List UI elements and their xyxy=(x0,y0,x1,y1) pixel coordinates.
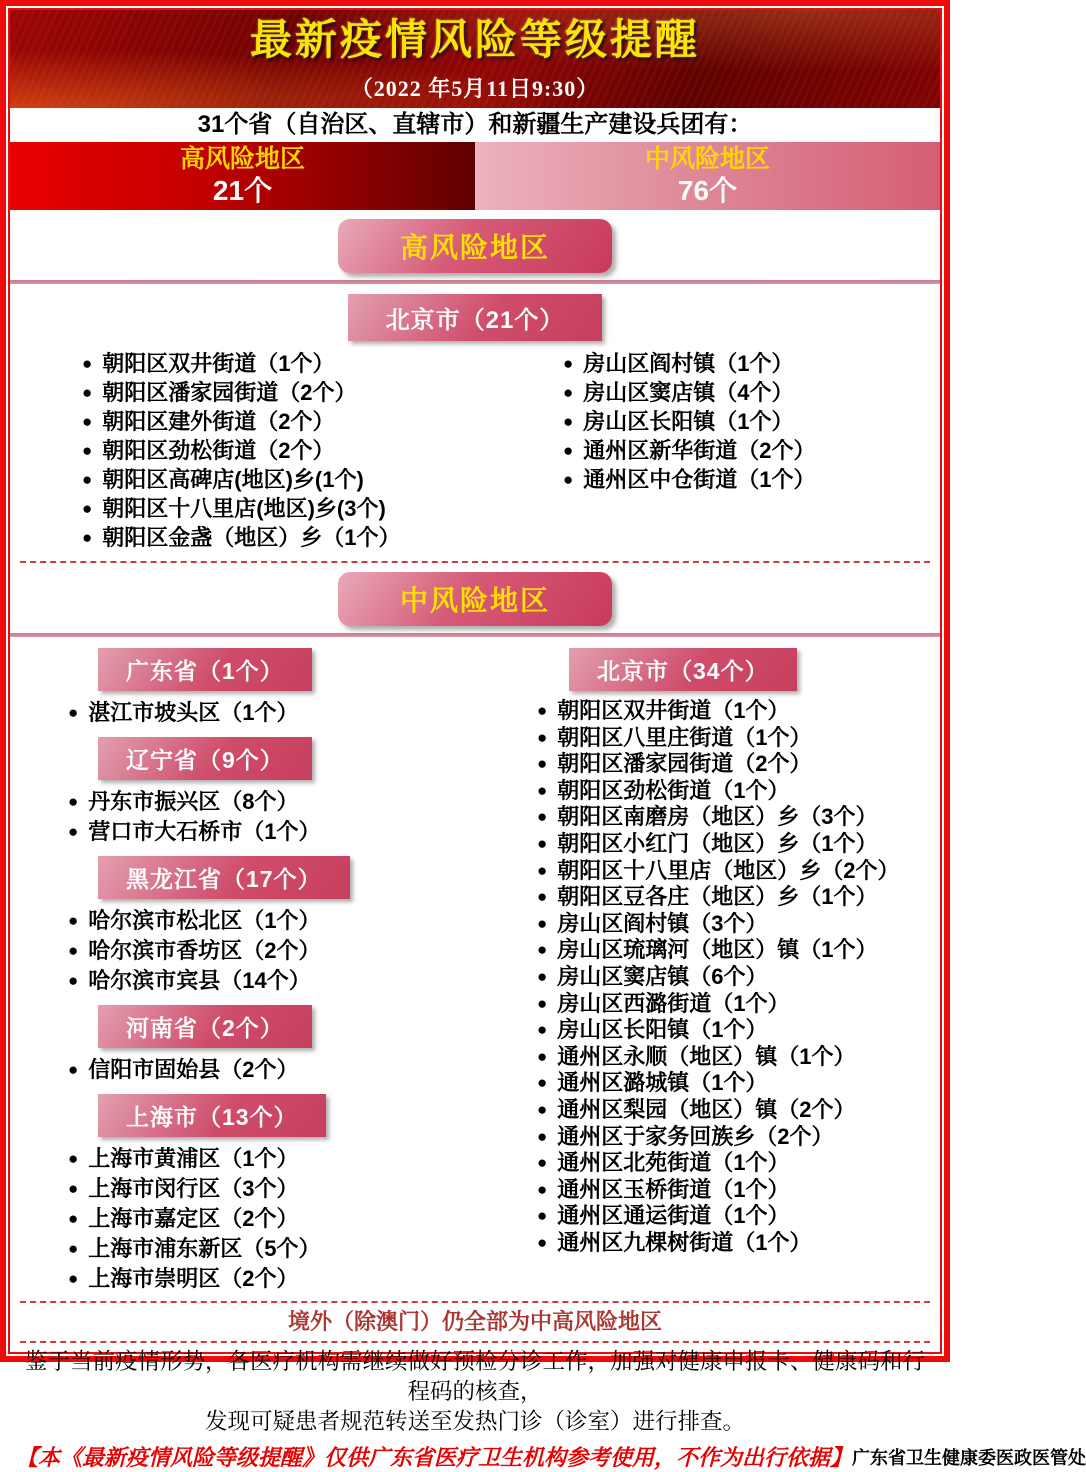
list-item xyxy=(537,725,940,752)
bullet-icon: ● xyxy=(537,833,548,853)
bullet-icon: ● xyxy=(82,499,93,518)
province-header: 黑龙江省（17个） xyxy=(98,856,350,899)
risk-summary-band xyxy=(10,142,940,210)
poster-header xyxy=(10,10,940,108)
area-label: 湛江市坡头区（1个） xyxy=(88,700,299,725)
bullet-icon: ● xyxy=(537,727,548,747)
mid-risk-banner-row xyxy=(10,572,940,626)
province-header: 辽宁省（9个） xyxy=(98,737,312,780)
list-item xyxy=(68,698,475,728)
bullet-icon: ● xyxy=(537,1073,548,1093)
province-header: 北京市（34个） xyxy=(569,648,797,691)
area-label: 信阳市固始县（2个） xyxy=(88,1057,299,1082)
section-divider xyxy=(10,280,940,284)
poster-inner-frame xyxy=(8,8,1086,1470)
bullet-icon: ● xyxy=(537,701,548,720)
dotted-divider xyxy=(20,1341,930,1343)
mid-risk-label: 中风险地区 xyxy=(644,145,770,173)
bullet-icon: ● xyxy=(68,1209,79,1228)
list-item xyxy=(563,407,940,436)
list-item xyxy=(68,906,475,936)
list-item xyxy=(537,991,940,1018)
area-label: 朝阳区南磨房（地区）乡（3个） xyxy=(557,804,878,830)
list-item xyxy=(537,1177,940,1204)
list-item xyxy=(537,858,940,885)
bullet-icon: ● xyxy=(537,887,548,907)
province-header: 广东省（1个） xyxy=(98,648,312,691)
bullet-icon: ● xyxy=(82,441,93,460)
page-title: 最新疫情风险等级提醒 xyxy=(249,17,700,64)
bullet-icon: ● xyxy=(537,966,548,986)
mid-risk-count: 76个 xyxy=(677,175,738,206)
list-item xyxy=(537,937,940,964)
area-label: 通州区永顺（地区）镇（1个） xyxy=(557,1043,856,1069)
province-header: 上海市（13个） xyxy=(98,1094,326,1137)
area-label: 房山区西潞街道（1个） xyxy=(557,990,790,1016)
bullet-icon: ● xyxy=(68,703,79,722)
bullet-icon: ● xyxy=(68,911,79,930)
bullet-icon: ● xyxy=(68,1269,79,1288)
list-item xyxy=(537,804,940,831)
list-item xyxy=(563,436,940,465)
bullet-icon: ● xyxy=(68,792,79,811)
risk-list xyxy=(68,1144,475,1294)
bullet-icon: ● xyxy=(537,1126,548,1146)
area-label: 通州区中仓街道（1个） xyxy=(583,467,816,492)
area-label: 通州区潞城镇（1个） xyxy=(557,1070,768,1096)
area-label: 丹东市振兴区（8个） xyxy=(88,789,299,814)
area-label: 哈尔滨市宾县（14个） xyxy=(88,968,311,993)
list-item xyxy=(537,1124,940,1151)
bullet-icon: ● xyxy=(68,822,79,841)
area-label: 通州区梨园（地区）镇（2个） xyxy=(557,1096,856,1122)
list-item xyxy=(82,378,475,407)
area-label: 通州区九棵树街道（1个） xyxy=(557,1229,812,1255)
area-label: 房山区窦店镇（6个） xyxy=(557,963,768,989)
list-item xyxy=(537,778,940,805)
high-risk-column-2 xyxy=(475,349,940,552)
list-item xyxy=(82,494,475,523)
risk-list xyxy=(82,349,475,552)
list-item xyxy=(537,831,940,858)
city-header-beijing-high: 北京市（21个） xyxy=(348,294,603,341)
bullet-icon: ● xyxy=(537,780,548,800)
high-risk-section xyxy=(10,294,940,558)
bullet-icon: ● xyxy=(563,470,574,489)
area-label: 朝阳区高碑店(地区)乡(1个) xyxy=(102,467,364,492)
list-item xyxy=(68,1234,475,1264)
list-item xyxy=(537,911,940,938)
list-item xyxy=(68,1055,475,1085)
intro-line: 31个省（自治区、直辖市）和新疆生产建设兵团有： xyxy=(197,111,753,138)
list-item xyxy=(82,465,475,494)
list-item xyxy=(537,964,940,991)
list-item xyxy=(537,751,940,778)
overseas-note: 境外（除澳门）仍全部为中高风险地区 xyxy=(287,1309,662,1334)
area-label: 朝阳区小红门（地区）乡（1个） xyxy=(557,830,878,856)
area-label: 朝阳区十八里店（地区）乡（2个） xyxy=(557,857,900,883)
area-label: 房山区阎村镇（3个） xyxy=(557,910,768,936)
list-item xyxy=(537,698,940,725)
area-label: 通州区新华街道（2个） xyxy=(583,438,816,463)
list-item xyxy=(537,1017,940,1044)
list-item xyxy=(82,523,475,552)
risk-list xyxy=(68,1055,475,1085)
bullet-icon: ● xyxy=(537,940,548,960)
area-label: 房山区阎村镇（1个） xyxy=(583,351,794,376)
bullet-icon: ● xyxy=(537,1206,548,1226)
list-item xyxy=(563,465,940,494)
high-risk-banner-row xyxy=(10,219,940,273)
area-label: 朝阳区十八里店(地区)乡(3个) xyxy=(102,496,386,521)
dotted-divider xyxy=(20,1301,930,1303)
list-item xyxy=(563,378,940,407)
list-item xyxy=(82,436,475,465)
list-item xyxy=(563,349,940,378)
risk-list xyxy=(563,349,940,494)
bullet-icon: ● xyxy=(563,412,574,431)
risk-list xyxy=(537,698,940,1256)
list-item xyxy=(68,1174,475,1204)
bullet-icon: ● xyxy=(537,807,548,827)
area-label: 朝阳区潘家园街道（2个） xyxy=(557,751,812,777)
bullet-icon: ● xyxy=(537,1020,548,1040)
bullet-icon: ● xyxy=(537,1153,548,1173)
bullet-icon: ● xyxy=(68,1239,79,1258)
mid-risk-left-column xyxy=(10,639,475,1294)
advice-line-1: 鉴于当前疫情形势，各医疗机构需继续做好预检分诊工作，加强对健康申报卡、健康码和行程码的核查， xyxy=(24,1349,925,1404)
bullet-icon: ● xyxy=(68,1149,79,1168)
area-label: 哈尔滨市香坊区（2个） xyxy=(88,938,321,963)
mid-risk-section-banner: 中风险地区 xyxy=(338,572,612,626)
bullet-icon: ● xyxy=(82,470,93,489)
area-label: 朝阳区建外街道（2个） xyxy=(102,409,335,434)
high-risk-count: 21个 xyxy=(212,175,273,206)
area-label: 朝阳区豆各庄（地区）乡（1个） xyxy=(557,884,878,910)
bullet-icon: ● xyxy=(68,1179,79,1198)
mid-risk-right-column xyxy=(475,639,940,1294)
list-item xyxy=(68,1264,475,1294)
area-label: 房山区长阳镇（1个） xyxy=(583,409,794,434)
list-item xyxy=(68,787,475,817)
mid-risk-summary xyxy=(475,142,940,210)
area-label: 上海市黄浦区（1个） xyxy=(88,1146,299,1171)
bullet-icon: ● xyxy=(537,1099,548,1119)
area-label: 哈尔滨市松北区（1个） xyxy=(88,908,321,933)
risk-list xyxy=(68,906,475,996)
list-item xyxy=(537,1070,940,1097)
area-label: 房山区长阳镇（1个） xyxy=(557,1017,768,1043)
bullet-icon: ● xyxy=(563,441,574,460)
usage-disclaimer: 【本《最新疫情风险等级提醒》仅供广东省医疗卫生机构参考使用，不作为出行依据】 xyxy=(16,1445,853,1470)
bullet-icon: ● xyxy=(82,383,93,402)
area-label: 通州区于家务回族乡（2个） xyxy=(557,1123,834,1149)
bullet-icon: ● xyxy=(537,1179,548,1199)
medical-advice xyxy=(10,1346,940,1439)
area-label: 朝阳区潘家园街道（2个） xyxy=(102,380,357,405)
area-label: 通州区北苑街道（1个） xyxy=(557,1150,790,1176)
list-item xyxy=(537,1203,940,1230)
bullet-icon: ● xyxy=(537,1046,548,1066)
area-label: 上海市崇明区（2个） xyxy=(88,1266,299,1291)
area-label: 房山区窦店镇（4个） xyxy=(583,380,794,405)
advice-line-2: 发现可疑患者规范转送至发热门诊（诊室）进行排查。 xyxy=(204,1409,745,1434)
bullet-icon: ● xyxy=(537,860,548,880)
high-risk-section-banner: 高风险地区 xyxy=(338,219,612,273)
mid-risk-section xyxy=(10,637,940,1298)
area-label: 房山区琉璃河（地区）镇（1个） xyxy=(557,937,878,963)
area-label: 上海市闵行区（3个） xyxy=(88,1176,299,1201)
footer-line xyxy=(10,1439,1086,1472)
bullet-icon: ● xyxy=(82,412,93,431)
high-risk-label: 高风险地区 xyxy=(179,145,305,173)
list-item xyxy=(537,884,940,911)
list-item xyxy=(68,966,475,996)
area-label: 营口市大石桥市（1个） xyxy=(88,819,321,844)
list-item xyxy=(537,1097,940,1124)
area-label: 通州区玉桥街道（1个） xyxy=(557,1176,790,1202)
area-label: 朝阳区劲松街道（1个） xyxy=(557,777,790,803)
bullet-icon: ● xyxy=(563,354,574,373)
area-label: 朝阳区八里庄街道（1个） xyxy=(557,724,812,750)
list-item xyxy=(68,1204,475,1234)
area-label: 通州区通运街道（1个） xyxy=(557,1203,790,1229)
list-item xyxy=(68,817,475,847)
bullet-icon: ● xyxy=(68,971,79,990)
area-label: 朝阳区金盏（地区）乡（1个） xyxy=(102,525,401,550)
bullet-icon: ● xyxy=(82,528,93,547)
risk-list xyxy=(68,787,475,847)
province-header: 河南省（2个） xyxy=(98,1005,312,1048)
risk-list xyxy=(68,698,475,728)
high-risk-columns xyxy=(10,349,940,552)
list-item xyxy=(537,1150,940,1177)
list-item xyxy=(537,1230,940,1257)
dotted-divider xyxy=(20,561,930,563)
bullet-icon: ● xyxy=(82,354,93,373)
list-item xyxy=(68,936,475,966)
report-datetime: （2022 年5月11日9:30） xyxy=(350,75,600,101)
area-label: 朝阳区双井街道（1个） xyxy=(102,351,335,376)
list-item xyxy=(68,1144,475,1174)
high-risk-column-1 xyxy=(10,349,475,552)
bullet-icon: ● xyxy=(537,913,548,933)
area-label: 上海市嘉定区（2个） xyxy=(88,1206,299,1231)
list-item xyxy=(537,1044,940,1071)
bullet-icon: ● xyxy=(537,1232,548,1252)
issuing-department: 广东省卫生健康委医政医管处 xyxy=(852,1447,1086,1468)
high-risk-summary xyxy=(10,142,475,210)
bullet-icon: ● xyxy=(563,383,574,402)
area-label: 朝阳区双井街道（1个） xyxy=(557,698,790,723)
list-item xyxy=(82,407,475,436)
bullet-icon: ● xyxy=(68,1060,79,1079)
list-item xyxy=(82,349,475,378)
area-label: 上海市浦东新区（5个） xyxy=(88,1236,321,1261)
bullet-icon: ● xyxy=(537,993,548,1013)
area-label: 朝阳区劲松街道（2个） xyxy=(102,438,335,463)
bullet-icon: ● xyxy=(537,754,548,774)
bullet-icon: ● xyxy=(68,941,79,960)
